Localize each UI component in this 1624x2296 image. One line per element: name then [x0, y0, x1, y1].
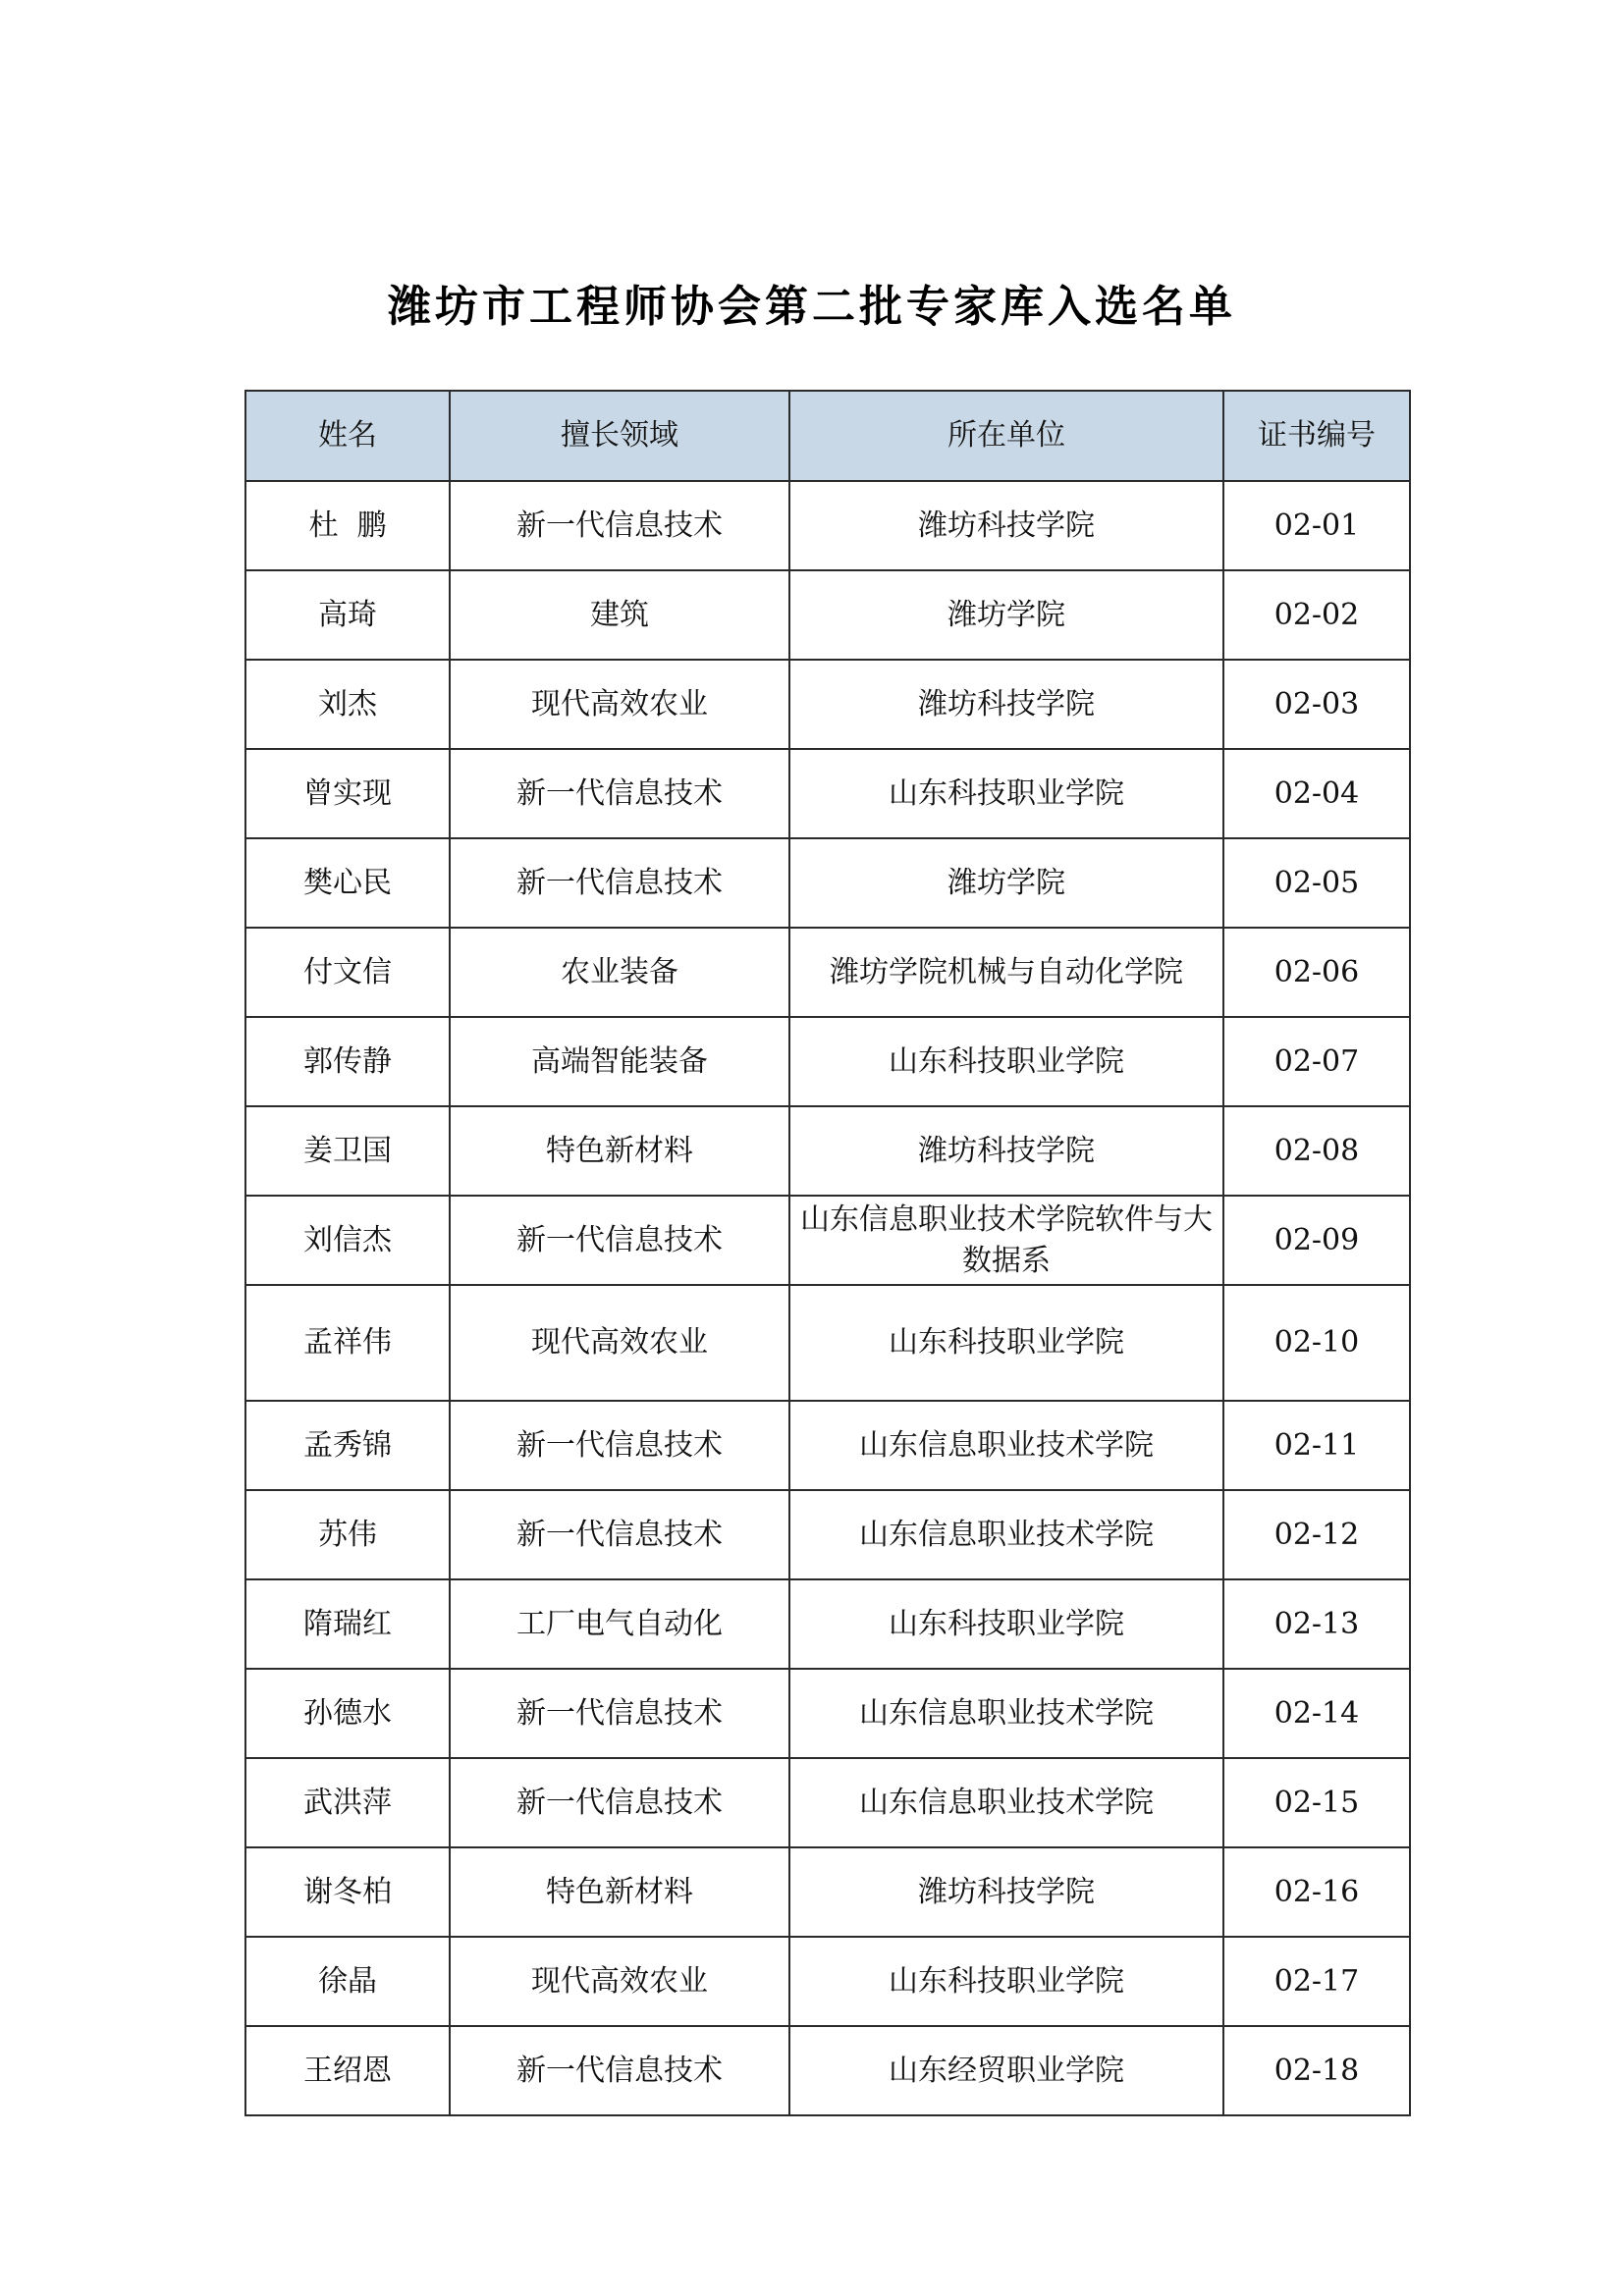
table-row: [245, 928, 1410, 1017]
cell-name: 孟秀锦: [245, 1401, 450, 1490]
page-title: 潍坊市工程师协会第二批专家库入选名单: [388, 282, 1236, 332]
cell-unit: 山东信息职业技术学院: [789, 1490, 1223, 1579]
cell-unit: 山东科技职业学院: [789, 1285, 1223, 1401]
table-header-row: [245, 391, 1410, 481]
cell-cert: 02-16: [1223, 1847, 1410, 1937]
table-row: [245, 2026, 1410, 2115]
cell-cert: 02-09: [1223, 1196, 1410, 1285]
cell-name: 刘杰: [245, 660, 450, 749]
table-row: [245, 1106, 1410, 1196]
cell-name: 高琦: [245, 570, 450, 660]
cell-unit: 潍坊学院: [789, 570, 1223, 660]
cell-unit: 潍坊学院: [789, 838, 1223, 928]
expert-roster-table: [244, 390, 1411, 2116]
cell-unit: 山东科技职业学院: [789, 1937, 1223, 2026]
cell-field: 建筑: [450, 570, 789, 660]
cell-cert: 02-12: [1223, 1490, 1410, 1579]
cell-unit: 山东科技职业学院: [789, 1579, 1223, 1669]
cell-field: 现代高效农业: [450, 660, 789, 749]
cell-unit: 山东科技职业学院: [789, 1017, 1223, 1106]
cell-cert: 02-10: [1223, 1285, 1410, 1401]
cell-field: 新一代信息技术: [450, 1490, 789, 1579]
cell-name: 隋瑞红: [245, 1579, 450, 1669]
cell-name: 苏伟: [245, 1490, 450, 1579]
cell-cert: 02-05: [1223, 838, 1410, 928]
table-row: [245, 1758, 1410, 1847]
table-row: [245, 1937, 1410, 2026]
table-row: [245, 1490, 1410, 1579]
cell-cert: 02-17: [1223, 1937, 1410, 2026]
cell-cert: 02-07: [1223, 1017, 1410, 1106]
cell-name: 王绍恩: [245, 2026, 450, 2115]
cell-name: 徐晶: [245, 1937, 450, 2026]
cell-cert: 02-08: [1223, 1106, 1410, 1196]
cell-cert: 02-02: [1223, 570, 1410, 660]
cell-name: 刘信杰: [245, 1196, 450, 1285]
cell-cert: 02-18: [1223, 2026, 1410, 2115]
cell-unit: 山东科技职业学院: [789, 749, 1223, 838]
cell-field: 新一代信息技术: [450, 749, 789, 838]
cell-name: 武洪萍: [245, 1758, 450, 1847]
cell-field: 工厂电气自动化: [450, 1579, 789, 1669]
table-row: [245, 481, 1410, 570]
cell-name: 杜 鹏: [245, 481, 450, 570]
cell-field: 现代高效农业: [450, 1285, 789, 1401]
cell-name: 樊心民: [245, 838, 450, 928]
cell-field: 新一代信息技术: [450, 838, 789, 928]
cell-field: 农业装备: [450, 928, 789, 1017]
cell-field: 特色新材料: [450, 1106, 789, 1196]
table-row: [245, 1579, 1410, 1669]
cell-name: 孟祥伟: [245, 1285, 450, 1401]
cell-name: 谢冬柏: [245, 1847, 450, 1937]
cell-field: 特色新材料: [450, 1847, 789, 1937]
cell-cert: 02-13: [1223, 1579, 1410, 1669]
table-row: [245, 1669, 1410, 1758]
cell-name: 付文信: [245, 928, 450, 1017]
cell-field: 新一代信息技术: [450, 1758, 789, 1847]
header-name: 姓名: [245, 391, 450, 481]
cell-name: 郭传静: [245, 1017, 450, 1106]
table-row: [245, 660, 1410, 749]
cell-unit: 潍坊学院机械与自动化学院: [789, 928, 1223, 1017]
table-row: [245, 838, 1410, 928]
cell-unit: 山东经贸职业学院: [789, 2026, 1223, 2115]
cell-cert: 02-11: [1223, 1401, 1410, 1490]
cell-field: 新一代信息技术: [450, 2026, 789, 2115]
table-row: [245, 749, 1410, 838]
cell-cert: 02-06: [1223, 928, 1410, 1017]
cell-unit: 山东信息职业技术学院: [789, 1401, 1223, 1490]
table-row: [245, 570, 1410, 660]
table-row: [245, 1285, 1410, 1401]
cell-field: 新一代信息技术: [450, 481, 789, 570]
cell-cert: 02-14: [1223, 1669, 1410, 1758]
table-row: [245, 1401, 1410, 1490]
cell-name: 孙德水: [245, 1669, 450, 1758]
cell-name: 曾实现: [245, 749, 450, 838]
cell-cert: 02-04: [1223, 749, 1410, 838]
cell-unit: 山东信息职业技术学院软件与大数据系: [789, 1196, 1223, 1285]
cell-unit: 潍坊科技学院: [789, 1106, 1223, 1196]
header-field: 擅长领域: [450, 391, 789, 481]
cell-field: 现代高效农业: [450, 1937, 789, 2026]
cell-field: 新一代信息技术: [450, 1669, 789, 1758]
table-row: [245, 1017, 1410, 1106]
cell-cert: 02-03: [1223, 660, 1410, 749]
cell-cert: 02-01: [1223, 481, 1410, 570]
cell-field: 新一代信息技术: [450, 1196, 789, 1285]
cell-unit: 潍坊科技学院: [789, 481, 1223, 570]
cell-unit: 山东信息职业技术学院: [789, 1669, 1223, 1758]
header-unit: 所在单位: [789, 391, 1223, 481]
cell-unit: 潍坊科技学院: [789, 1847, 1223, 1937]
cell-name: 姜卫国: [245, 1106, 450, 1196]
cell-field: 新一代信息技术: [450, 1401, 789, 1490]
cell-unit: 潍坊科技学院: [789, 660, 1223, 749]
table-row: [245, 1196, 1410, 1285]
cell-field: 高端智能装备: [450, 1017, 789, 1106]
cell-cert: 02-15: [1223, 1758, 1410, 1847]
cell-unit: 山东信息职业技术学院: [789, 1758, 1223, 1847]
table-row: [245, 1847, 1410, 1937]
header-cert: 证书编号: [1223, 391, 1410, 481]
